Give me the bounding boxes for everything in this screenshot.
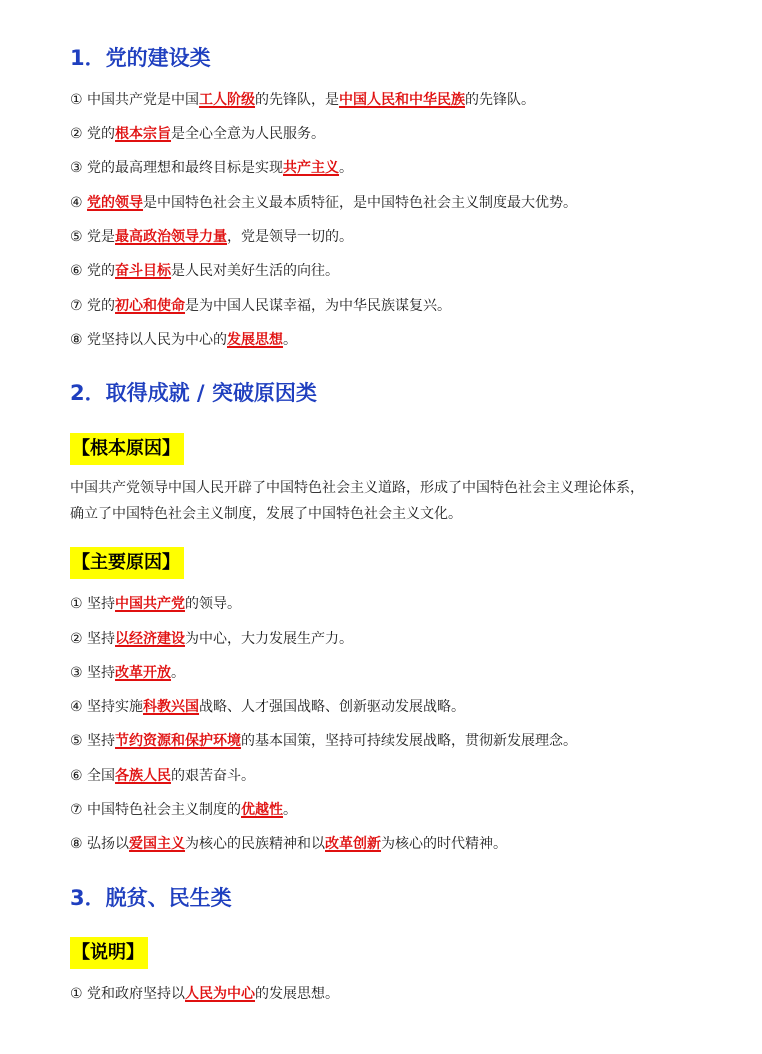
section2-item-6: ⑥ 全国各族人民的艰苦奋斗。 (70, 768, 256, 784)
root-cause-line-2: 确立了中国特色社会主义制度，发展了中国特色社会主义文化。 (70, 506, 462, 522)
key-term: 人民为中心 (185, 986, 256, 1002)
key-term: 发展思想 (227, 332, 284, 348)
key-term: 优越性 (241, 802, 284, 818)
key-term: 最高政治领导力量 (115, 229, 228, 245)
root-cause-line-1: 中国共产党领导中国人民开辟了中国特色社会主义道路，形成了中国特色社会主义理论体系， (70, 480, 644, 496)
key-term: 党的领导 (87, 195, 144, 211)
key-term: 改革创新 (325, 836, 382, 852)
key-term: 初心和使命 (115, 298, 186, 314)
root-cause-tag: 【根本原因】 (70, 433, 184, 465)
section2-item-4: ④ 坚持实施科教兴国战略、人才强国战略、创新驱动发展战略。 (70, 699, 466, 715)
key-term: 以经济建设 (115, 631, 186, 647)
section1-item-1: ① 中国共产党是中国工人阶级的先锋队，是中国人民和中华民族的先锋队。 (70, 92, 536, 108)
section2-item-1: ① 坚持中国共产党的领导。 (70, 596, 242, 612)
key-term: 中国共产党 (115, 596, 186, 612)
section1-item-4: ④ 党的领导是中国特色社会主义最本质特征，是中国特色社会主义制度最大优势。 (70, 195, 578, 211)
key-term: 工人阶级 (199, 92, 256, 108)
section2-item-3: ③ 坚持改革开放。 (70, 665, 186, 681)
key-term: 各族人民 (115, 768, 172, 784)
key-term: 奋斗目标 (115, 263, 172, 279)
section1-item-7: ⑦ 党的初心和使命是为中国人民谋幸福，为中华民族谋复兴。 (70, 298, 452, 314)
key-term: 爱国主义 (129, 836, 186, 852)
key-term: 科教兴国 (143, 699, 200, 715)
key-term: 节约资源和保护环境 (115, 733, 242, 749)
main-cause-tag: 【主要原因】 (70, 547, 184, 579)
section1-item-8: ⑧ 党坚持以人民为中心的发展思想。 (70, 332, 298, 348)
section1-item-3: ③ 党的最高理想和最终目标是实现共产主义。 (70, 160, 354, 176)
section1-heading: 1．党的建设类 (70, 46, 211, 70)
key-term: 共产主义 (283, 160, 340, 176)
section1-item-5: ⑤ 党是最高政治领导力量，党是领导一切的。 (70, 229, 354, 245)
section2-heading: 2．取得成就 / 突破原因类 (70, 381, 317, 405)
key-term: 根本宗旨 (115, 126, 172, 142)
key-term: 改革开放 (115, 665, 172, 681)
section2-item-2: ② 坚持以经济建设为中心，大力发展生产力。 (70, 631, 354, 647)
section1-item-2: ② 党的根本宗旨是全心全意为人民服务。 (70, 126, 326, 142)
section3-item-1: ① 党和政府坚持以人民为中心的发展思想。 (70, 986, 340, 1002)
section2-item-8: ⑧ 弘扬以爱国主义为核心的民族精神和以改革创新为核心的时代精神。 (70, 836, 508, 852)
key-term: 中国人民和中华民族 (339, 92, 466, 108)
section2-item-5: ⑤ 坚持节约资源和保护环境的基本国策，坚持可持续发展战略，贯彻新发展理念。 (70, 733, 578, 749)
section3-heading: 3．脱贫、民生类 (70, 886, 232, 910)
explanation-tag: 【说明】 (70, 937, 148, 969)
section1-item-6: ⑥ 党的奋斗目标是人民对美好生活的向往。 (70, 263, 340, 279)
section2-item-7: ⑦ 中国特色社会主义制度的优越性。 (70, 802, 298, 818)
